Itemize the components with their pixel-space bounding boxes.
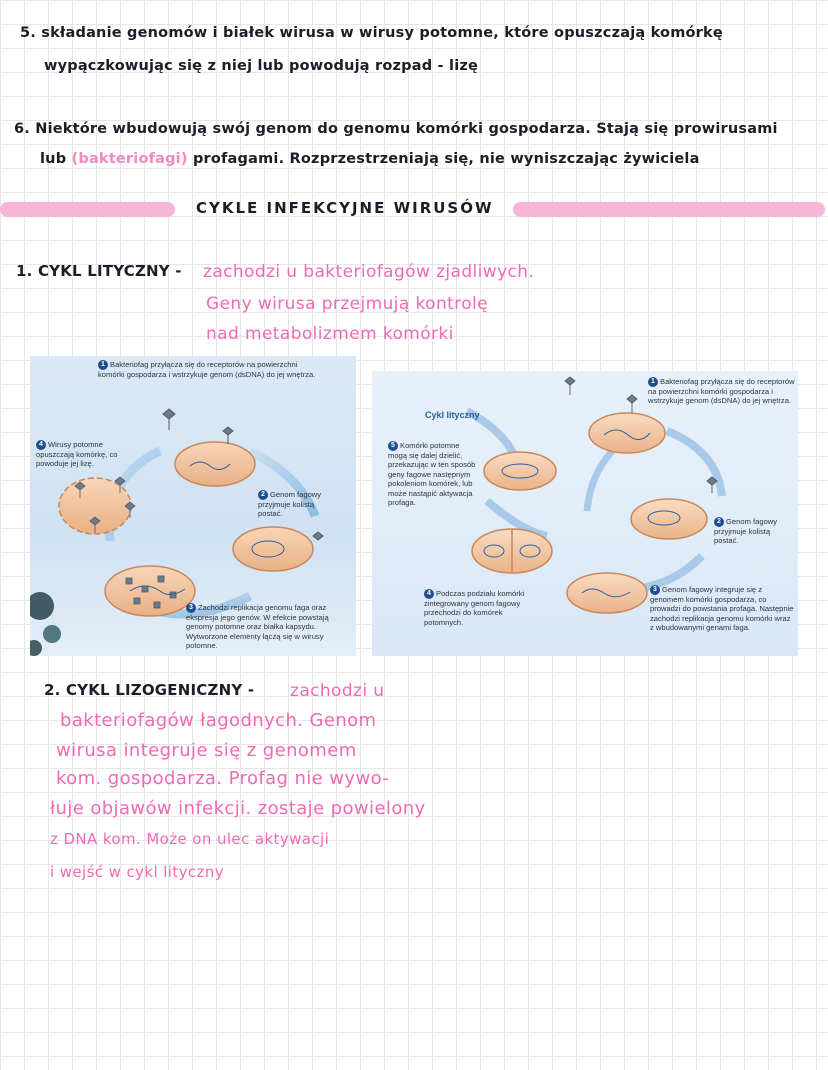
cycle-1-line-1: zachodzi u bakteriofagów zjadliwych. xyxy=(203,262,535,282)
item-6-or: lub xyxy=(40,151,67,167)
item-5-line-2: wypączkowując się z niej lub powodują rozpad - lizę xyxy=(44,58,479,74)
left-step-3: 3 Zachodzi replikacja genomu faga oraz ekspresja jego genów. W efekcie powstają genomy potomne oraz białka kapsydu. Wytworzone elementy łączą się w wirusy potomne. xyxy=(186,603,329,651)
left-step-1: 1 Bakteriofag przyłącza się do receptorów na powierzchni komórki gospodarza i wstrzykuje genom (dsDNA) do jej wnętrza. xyxy=(98,360,316,379)
cycle-2-line-4: kom. gospodarza. Profag nie wywo- xyxy=(56,768,390,789)
item-6-highlight: (bakteriofagi) xyxy=(71,151,188,167)
cycle-1-line-3: nad metabolizmem komórki xyxy=(206,324,454,344)
cycle-1-label: 1. CYKL LITYCZNY - xyxy=(16,262,182,280)
cycle-2-line-2: bakteriofagów łagodnych. Genom xyxy=(60,710,377,731)
left-step-2: 2 Genom fagowy przyjmuje kolistą postać. xyxy=(258,490,322,519)
cycle-2-line-1: zachodzi u xyxy=(290,681,385,701)
title-band-left xyxy=(0,202,175,217)
right-step-5: 5 Komórki potomne mogą się dalej dzielić, przekazując w ten sposób geny fagowe następnym pokoleniom komórek, lub może nastąpić aktywacja profaga. xyxy=(388,441,476,508)
lytic-cycle-diagram-left xyxy=(30,356,356,656)
item-6-rest: profagami. Rozprzestrzeniają się, nie wyniszczając żywiciela xyxy=(192,151,700,167)
cycle-title: Cykl lityczny xyxy=(425,410,480,420)
cycle-2-line-3: wirusa integruje się z genomem xyxy=(56,740,357,761)
item-6-line-2 xyxy=(40,151,700,167)
cycle-2-line-5: łuje objawów infekcji. zostaje powielony xyxy=(50,798,426,819)
right-step-3: 3 Genom fagowy integruje się z genomem komórki gospodarza, co prowadzi do powstania profaga. Następnie zachodzi replikacja genomu komórki wraz z wbudowanymi genami faga. xyxy=(650,585,794,633)
right-step-1: 1 Bakteriofag przyłącza się do receptorów na powierzchni komórki gospodarza i wstrzykuje genom (dsDNA) do jej wnętrza. xyxy=(648,377,795,406)
right-step-4: 4 Podczas podziału komórki zintegrowany genom fagowy przechodzi do komórek potomnych. xyxy=(424,589,525,627)
lytic-cycle-diagram-right xyxy=(372,371,798,656)
right-step-2: 2 Genom fagowy przyjmuje kolistą postać. xyxy=(714,517,778,546)
left-step-4: 4 Wirusy potomne opuszczają komórkę, co powoduje jej lizę. xyxy=(36,440,118,469)
cycle-1-line-2: Geny wirusa przejmują kontrolę xyxy=(206,294,488,314)
item-5-line-1: 5. składanie genomów i białek wirusa w wirusy potomne, które opuszczają komórkę xyxy=(20,25,723,41)
item-6-line-1: 6. Niektóre wbudowują swój genom do genomu komórki gospodarza. Stają się prowirusami xyxy=(14,121,778,137)
title-band-right xyxy=(513,202,825,217)
cycle-2-line-7: i wejść w cykl lityczny xyxy=(50,863,225,881)
cycle-2-line-6: z DNA kom. Może on ulec aktywacji xyxy=(50,830,330,848)
cycle-2-label: 2. CYKL LIZOGENICZNY - xyxy=(44,681,255,699)
section-title: CYKLE INFEKCYJNE WIRUSÓW xyxy=(196,199,494,217)
